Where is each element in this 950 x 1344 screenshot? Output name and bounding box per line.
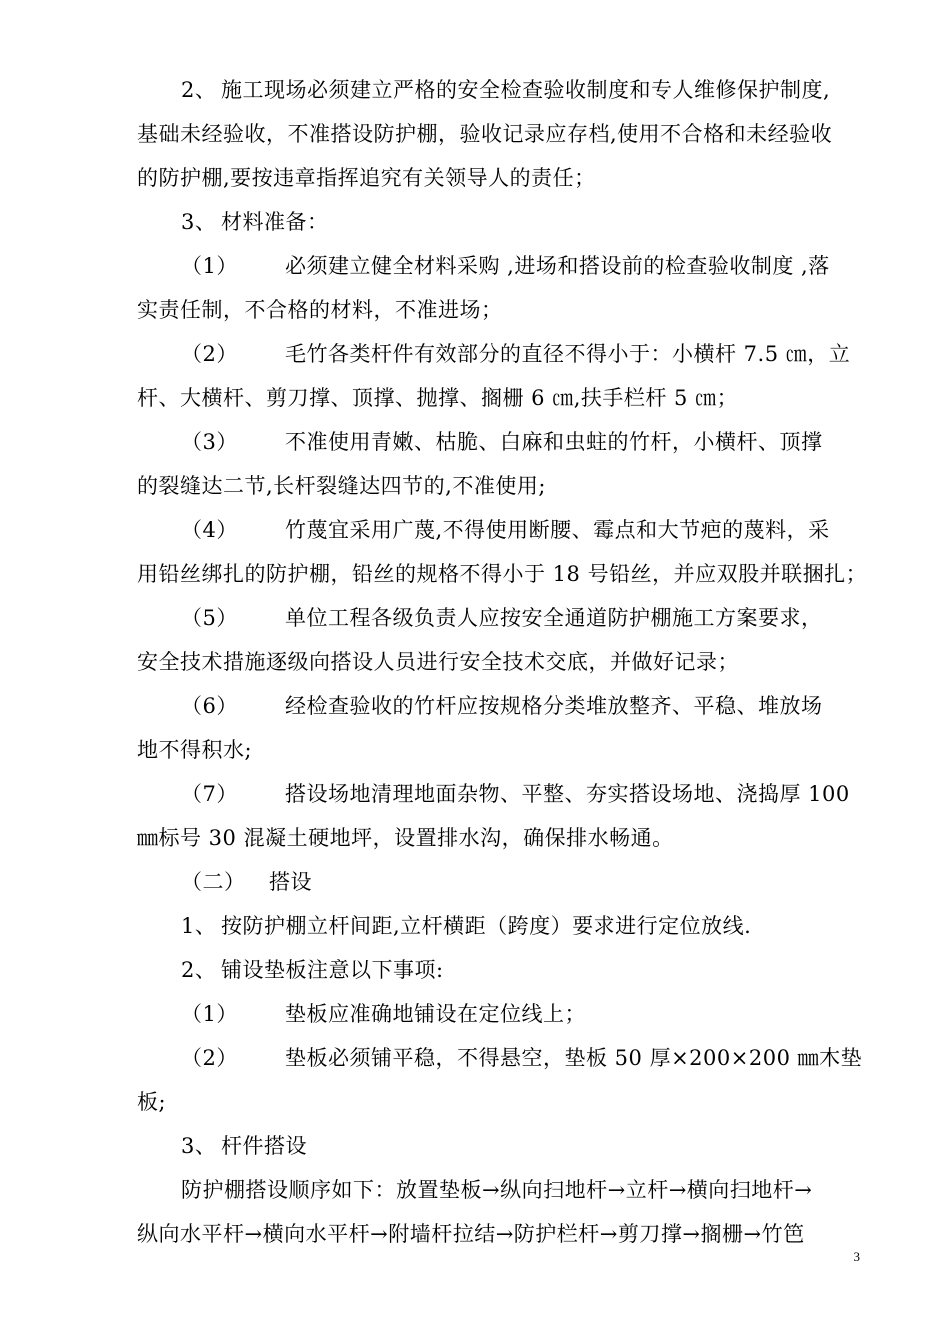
text-line — [137, 420, 861, 464]
text-line: ㎜标号 30 混凝土硬地坪，设置排水沟，确保排水畅通。 — [137, 826, 674, 850]
text-line: 纵向水平杆→横向水平杆→附墙杆拉结→防护栏杆→剪刀撑→搁栅→竹笆 — [137, 1222, 805, 1246]
sub-item-text: 单位工程各级负责人应按安全通道防护棚施工方案要求， — [285, 606, 823, 630]
sub-item-number: （5） — [181, 606, 238, 630]
text-line — [137, 948, 861, 992]
sub-item-number: （1） — [181, 1002, 238, 1026]
sub-item-number: （7） — [181, 782, 238, 806]
sub-item-number: （4） — [181, 518, 238, 542]
text-line: 杆、大横杆、剪刀撑、顶撑、抛撑、搁栅 6 ㎝,扶手栏杆 5 ㎝； — [137, 386, 739, 410]
text-line — [137, 508, 861, 552]
text-line — [137, 200, 861, 244]
document-body — [137, 68, 868, 1256]
item-number: 3、 — [181, 210, 217, 234]
text-line: 的裂缝达二节,长杆裂缝达四节的,不准使用; — [137, 474, 546, 498]
item-number: 2、 — [181, 78, 217, 102]
item-number: （二） — [181, 870, 246, 894]
sub-item-text: 经检查验收的竹杆应按规格分类堆放整齐、平稳、堆放场 — [285, 694, 823, 718]
text-line — [137, 1124, 861, 1168]
text-line — [137, 244, 861, 288]
sub-item-text: 搭设场地清理地面杂物、平整、夯实搭设场地、浇捣厚 100 — [285, 782, 850, 806]
text-line — [137, 332, 861, 376]
item-text: 材料准备： — [221, 210, 329, 234]
text-line — [137, 992, 861, 1036]
item-text: 杆件搭设 — [221, 1134, 307, 1158]
text-line: 的防护棚,要按违章指挥追究有关领导人的责任； — [137, 166, 596, 190]
sub-item-text: 垫板必须铺平稳，不得悬空，垫板 50 厚×200×200 ㎜木垫 — [285, 1046, 863, 1070]
item-number: 2、 — [181, 958, 217, 982]
sub-item-number: （3） — [181, 430, 238, 454]
text-line — [137, 904, 861, 948]
sub-item-text: 毛竹各类杆件有效部分的直径不得小于：小横杆 7.5 ㎝，立 — [285, 342, 851, 366]
sub-item-text: 垫板应准确地铺设在定位线上； — [285, 1002, 586, 1026]
page-number: 3 — [853, 1249, 860, 1264]
text-line: 基础未经验收，不准搭设防护棚，验收记录应存档,使用不合格和未经验收 — [137, 122, 833, 146]
sub-item-text: 必须建立健全材料采购 ,进场和搭设前的检查验收制度 ,落 — [285, 254, 830, 278]
text-line: 地不得积水; — [137, 738, 253, 762]
text-line — [137, 860, 861, 904]
sub-item-number: （1） — [181, 254, 238, 278]
sub-item-text: 竹蔑宜采用广蔑,不得使用断腰、霉点和大节疤的蔑料，采 — [285, 518, 830, 542]
text-line: 板; — [137, 1090, 167, 1114]
item-text: 按防护棚立杆间距,立杆横距（跨度）要求进行定位放线. — [221, 914, 752, 938]
item-number: 3、 — [181, 1134, 217, 1158]
text-line: 安全技术措施逐级向搭设人员进行安全技术交底，并做好记录； — [137, 650, 739, 674]
text-line — [137, 684, 861, 728]
text-line — [137, 1036, 861, 1080]
text-line: 实责任制，不合格的材料，不准进场； — [137, 298, 503, 322]
text-line — [137, 596, 861, 640]
item-number: 1、 — [181, 914, 217, 938]
text-line: 防护棚搭设顺序如下：放置垫板→纵向扫地杆→立杆→横向扫地杆→ — [181, 1178, 813, 1202]
item-text: 铺设垫板注意以下事项: — [221, 958, 444, 982]
sub-item-text: 不准使用青嫩、枯脆、白麻和虫蛀的竹杆，小横杆、顶撑 — [285, 430, 823, 454]
sub-item-number: （2） — [181, 1046, 238, 1070]
sub-item-number: （6） — [181, 694, 238, 718]
item-text: 施工现场必须建立严格的安全检查验收制度和专人维修保护制度, — [221, 78, 831, 102]
item-text: 搭设 — [269, 870, 312, 894]
sub-item-number: （2） — [181, 342, 238, 366]
text-line — [137, 68, 861, 112]
text-line — [137, 772, 861, 816]
text-line: 用铅丝绑扎的防护棚，铅丝的规格不得小于 18 号铅丝，并应双股并联捆扎； — [137, 562, 868, 586]
